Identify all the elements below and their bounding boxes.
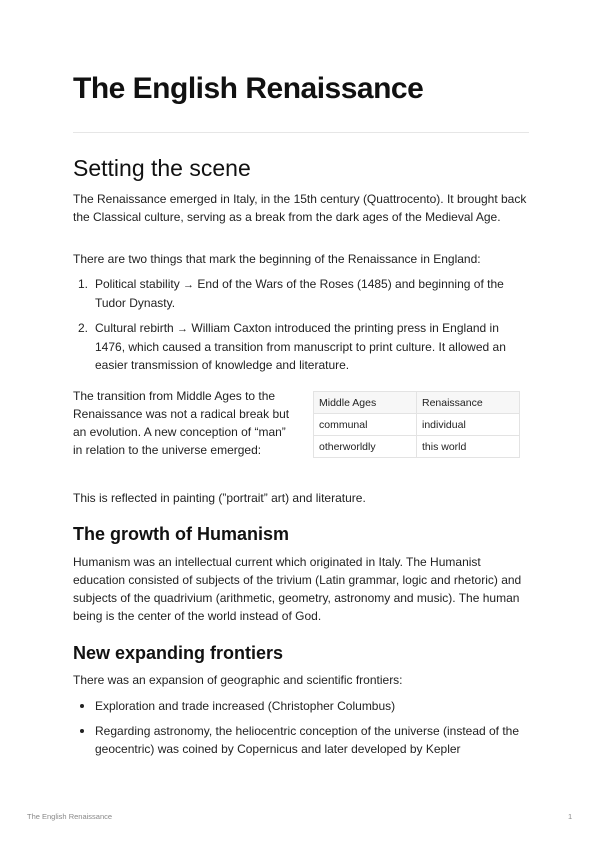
table-row xyxy=(314,436,520,458)
table-header-row xyxy=(314,392,520,414)
paragraph: This is reflected in painting (”portrait” art) and literature. xyxy=(73,491,366,505)
list-item xyxy=(73,319,529,374)
list-item-text: Exploration and trade increased (Christopher Columbus) xyxy=(95,699,396,713)
list-item-text: Regarding astronomy, the heliocentric conception of the universe (instead of the geocentric) was coined by Copernicus and later developed by Kepler xyxy=(95,724,520,756)
table-cell: communal xyxy=(314,414,417,436)
paragraph: There are two things that mark the beginning of the Renaissance in England: xyxy=(73,252,481,266)
list-item xyxy=(73,275,529,312)
numbered-list xyxy=(73,275,529,381)
table-header: Middle Ages xyxy=(314,392,417,414)
list-item-lead: Political stability xyxy=(95,277,180,291)
title-divider xyxy=(73,132,529,133)
table-row xyxy=(314,414,520,436)
list-item-text: End of the Wars of the Roses (1485) and beginning of the Tudor Dynasty. xyxy=(95,277,504,310)
table-header: Renaissance xyxy=(417,392,520,414)
table-cell: individual xyxy=(417,414,520,436)
table-cell: this world xyxy=(417,436,520,458)
section-heading-frontiers: New expanding frontiers xyxy=(73,643,284,663)
list-item xyxy=(73,697,529,715)
page-title: The English Renaissance xyxy=(73,72,424,105)
list-item xyxy=(73,722,529,758)
list-number: 1. xyxy=(78,277,89,291)
list-number: 2. xyxy=(78,321,89,335)
paragraph: Humanism was an intellectual current which originated in Italy. The Humanist education consisted of subjects of the trivium (Latin grammar, logic and rhetoric) and subjects of the quadrivium (arithmetic, geometry, astronomy and music). The human being is the center of the world instead of God. xyxy=(73,555,522,623)
paragraph: There was an expansion of geographic and scientific frontiers: xyxy=(73,673,403,687)
table-cell: otherworldly xyxy=(314,436,417,458)
section-heading-setting-the-scene: Setting the scene xyxy=(73,155,251,181)
bullet-icon xyxy=(80,704,84,708)
list-item-lead: Cultural rebirth xyxy=(95,321,174,335)
page-number: 1 xyxy=(568,812,573,821)
list-item-text: William Caxton introduced the printing press in England in 1476, which caused a transition from manuscript to print culture. It allowed an easier transmission of knowledge and literature. xyxy=(95,321,506,372)
arrow-right-icon: → xyxy=(183,279,195,291)
bullet-icon xyxy=(80,729,84,733)
paragraph: The transition from Middle Ages to the Renaissance was not a radical break but an evolution. A new conception of “man” in relation to the universe emerged: xyxy=(73,389,290,457)
comparison-table xyxy=(313,391,520,458)
bullet-list xyxy=(73,697,529,765)
section-heading-humanism: The growth of Humanism xyxy=(73,524,289,544)
footer-title: The English Renaissance xyxy=(27,812,113,821)
paragraph: The Renaissance emerged in Italy, in the 15th century (Quattrocento). It brought back the Classical culture, serving as a break from the dark ages of the Medieval Age. xyxy=(73,192,527,224)
arrow-right-icon: → xyxy=(177,323,189,335)
